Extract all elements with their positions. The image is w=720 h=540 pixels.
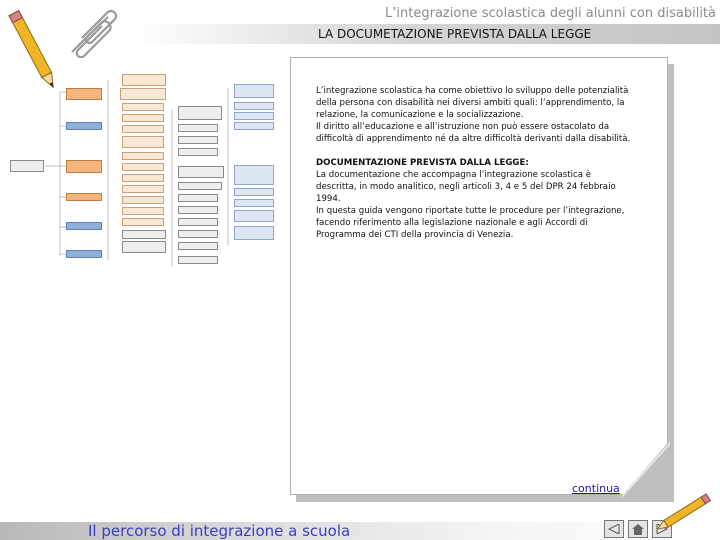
- diagram-box: [66, 222, 102, 230]
- diagram-box: [234, 102, 274, 110]
- content-text: [316, 85, 634, 253]
- diagram-box: [66, 160, 102, 173]
- diagram-box: [234, 199, 274, 207]
- diagram-box: [178, 182, 222, 190]
- diagram-box: [178, 218, 218, 226]
- documentation-paragraph: [316, 157, 634, 241]
- diagram-box: [122, 136, 164, 148]
- diagram-box: [178, 230, 218, 238]
- diagram-box: [178, 148, 218, 156]
- paragraph-2: Il diritto all’educazione e all’istruzione non può essere ostacolato da difficoltà di apprendimento né da altre difficoltà derivanti dalla disabilità.: [316, 122, 631, 144]
- section-subtitle: LA DOCUMETAZIONE PREVISTA DALLA LEGGE: [318, 27, 592, 41]
- diagram-box: [66, 250, 102, 258]
- pencil-icon: [656, 490, 720, 530]
- home-icon: [632, 524, 644, 535]
- documentation-heading: DOCUMENTAZIONE PREVISTA DALLA LEGGE:: [316, 158, 529, 168]
- diagram-box: [122, 196, 164, 204]
- diagram-box: [178, 194, 218, 202]
- diagram-box: [122, 218, 164, 226]
- diagram-box: [234, 84, 274, 98]
- process-diagram: [10, 70, 280, 270]
- diagram-box: [122, 163, 164, 171]
- diagram-box: [122, 230, 166, 239]
- diagram-box: [178, 242, 218, 250]
- diagram-box: [234, 188, 274, 196]
- diagram-box: [122, 207, 164, 215]
- diagram-box: [234, 122, 274, 130]
- paragraph-1: L’integrazione scolastica ha come obiettivo lo sviluppo delle potenzialità della persona con disabilità nei diversi ambiti quali: l’apprendimento, la relazione, la comunicazione e la socializzazione.: [316, 86, 629, 120]
- diagram-box: [66, 193, 102, 201]
- intro-paragraph: [316, 85, 634, 145]
- footer-title: Il percorso di integrazione a scuola: [88, 522, 351, 540]
- diagram-box: [66, 88, 102, 100]
- diagram-box: [10, 160, 44, 172]
- diagram-box: [122, 114, 164, 122]
- diagram-box: [122, 241, 166, 253]
- page-title: L’integrazione scolastica degli alunni con disabilità: [385, 6, 716, 21]
- diagram-box: [122, 103, 164, 111]
- diagram-box: [122, 152, 164, 160]
- diagram-box: [122, 125, 164, 133]
- diagram-box: [122, 174, 164, 182]
- diagram-box: [178, 136, 218, 144]
- diagram-box: [120, 88, 166, 100]
- diagram-box: [234, 112, 274, 120]
- diagram-box: [178, 106, 222, 120]
- diagram-box: [178, 166, 224, 178]
- back-icon: [608, 524, 620, 534]
- diagram-box: [234, 226, 274, 240]
- diagram-box: [66, 122, 102, 130]
- continue-link[interactable]: continua: [572, 482, 620, 495]
- diagram-box: [122, 74, 166, 86]
- diagram-box: [234, 165, 274, 185]
- paperclip-icon: [62, 8, 122, 58]
- home-button[interactable]: [628, 520, 648, 538]
- diagram-box: [178, 256, 218, 264]
- back-button[interactable]: [604, 520, 624, 538]
- paragraph-3: La documentazione che accompagna l’integrazione scolastica è descritta, in modo analitico, negli articoli 3, 4 e 5 del DPR 24 febbraio 1994.: [316, 170, 616, 204]
- diagram-box: [234, 210, 274, 222]
- paragraph-4: In questa guida vengono riportate tutte le procedure per l’integrazione, facendo riferimento alla legislazione nazionale e agli Accordi di Programma dei CTI della provincia di Venezia.: [316, 206, 625, 240]
- diagram-box: [178, 124, 218, 132]
- diagram-box: [122, 185, 164, 193]
- diagram-box: [178, 206, 218, 214]
